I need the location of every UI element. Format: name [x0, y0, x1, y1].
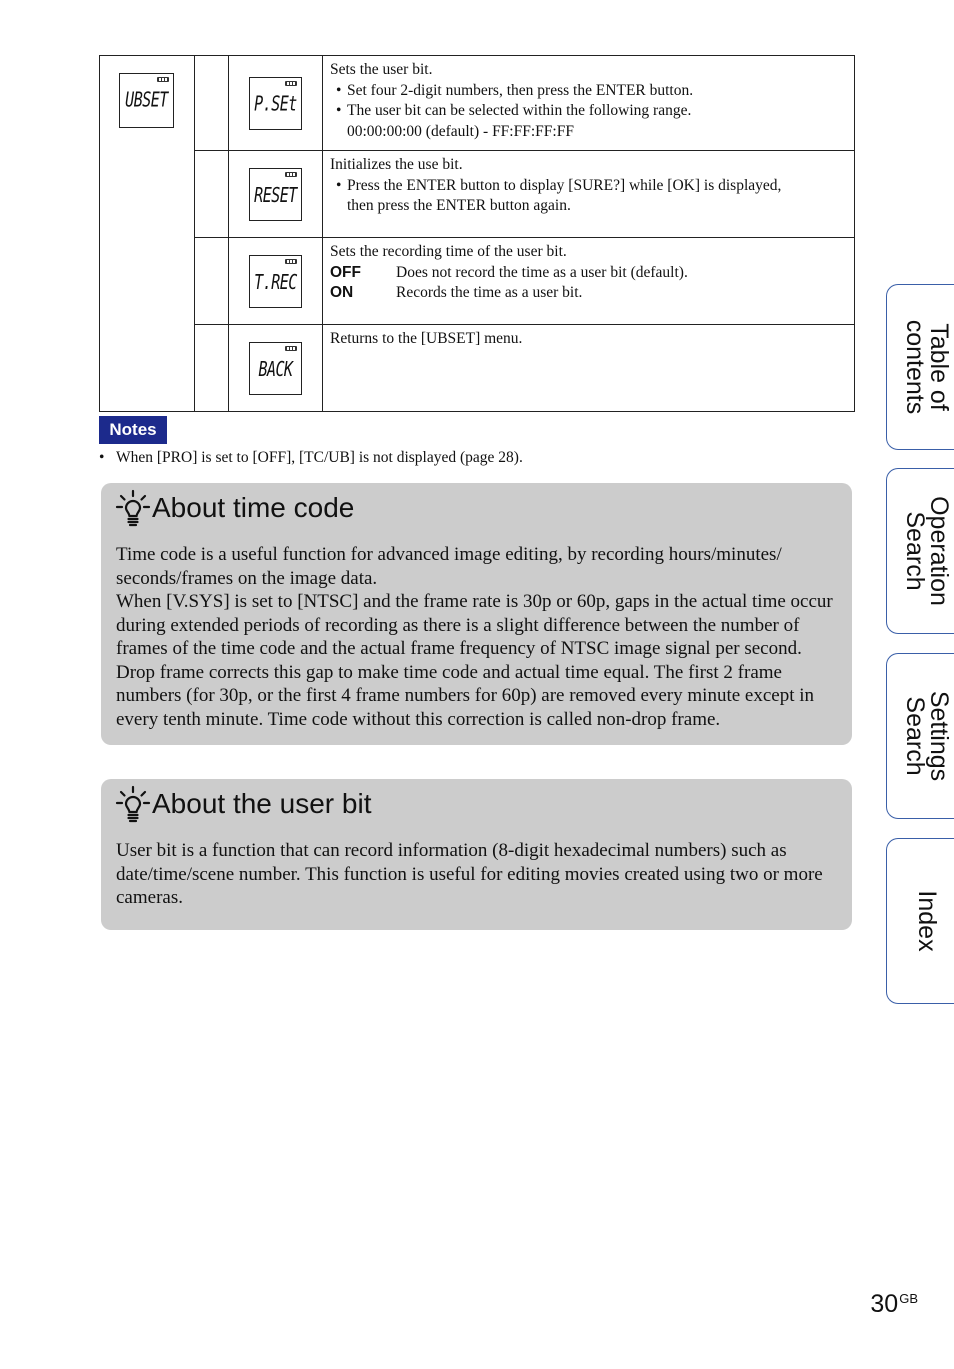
- settings-table: [99, 55, 855, 412]
- spacer-cell: [195, 151, 229, 238]
- lcd-display-pset: [249, 77, 302, 130]
- tip-header: [115, 489, 354, 527]
- continuation-text: then press the ENTER button again.: [347, 197, 571, 215]
- lcd-display-ubset: [119, 73, 174, 128]
- bullet-item: • Set four 2-digit numbers, then press the ENTER button.: [336, 81, 694, 99]
- lcd-text: RESET: [254, 182, 297, 207]
- battery-icon: [157, 77, 169, 82]
- lcd-text: T.REC: [254, 269, 297, 294]
- lcd-text: P.SEt: [254, 91, 297, 116]
- tab-label: Settings Search: [900, 690, 953, 782]
- notes-badge: Notes: [99, 416, 167, 444]
- tip-box-user-bit: [101, 779, 852, 930]
- option-off: [330, 263, 846, 284]
- lcd-display-back: [249, 342, 302, 395]
- tip-title: About time code: [152, 492, 355, 523]
- display-cell: [229, 56, 323, 151]
- table-row: [100, 151, 855, 238]
- display-cell: [229, 151, 323, 238]
- table-row: [100, 56, 855, 151]
- battery-icon: [285, 259, 297, 264]
- table-row: [100, 325, 855, 412]
- spacer-cell: [195, 56, 229, 151]
- table-row: [100, 238, 855, 325]
- tip-body: Time code is a useful function for advanced image editing, by recording hours/minutes/ seconds/frames on the image data. When [V.SYS] is set to [NTSC] and the frame rate is 30p or 60p, gaps in the actual time occur during extended periods of recording as there is a slight difference between the number of frames of the time code and the actual frame frequency of NTSC image signal per second. Drop frame corrects this gap to make time code and actual time equal. The first 2 frame numbers (for 30p, or the first 4 frame numbers for 60p) are removed every minute except in every tenth minute. Time code without this correction is called non-drop frame.: [116, 544, 833, 730]
- tip-header: [115, 785, 371, 823]
- page-suffix: GB: [899, 1291, 918, 1306]
- lcd-display-reset: [249, 168, 302, 221]
- lcd-display-trec: [249, 255, 302, 308]
- display-cell: [229, 325, 323, 412]
- description-cell: [323, 325, 855, 412]
- row-title: Sets the user bit.: [330, 61, 433, 78]
- spacer-cell: [195, 238, 229, 325]
- page-number: $30^{GB}$: [870, 1290, 918, 1318]
- bullet-item: • Press the ENTER button to display [SURE?] while [OK] is displayed,: [336, 176, 782, 194]
- note-item: • When [PRO] is set to [OFF], [TC/UB] is not displayed (page 28).: [99, 449, 523, 466]
- battery-icon: [285, 346, 297, 351]
- option-key: OFF: [330, 263, 361, 281]
- tab-label: Operation Search: [900, 496, 953, 606]
- tab-operation-search[interactable]: [886, 468, 954, 634]
- parent-display-cell: [100, 56, 195, 412]
- row-title: Returns to the [UBSET] menu.: [330, 330, 523, 347]
- lcd-text: BACK: [258, 356, 293, 381]
- tip-box-time-code: [101, 483, 852, 745]
- display-cell: [229, 238, 323, 325]
- option-on: [330, 283, 846, 304]
- tip-title: About the user bit: [152, 788, 372, 819]
- tab-label: Table of contents: [900, 319, 953, 415]
- battery-icon: [285, 81, 297, 86]
- tab-index[interactable]: [886, 838, 954, 1004]
- lightbulb-icon: [115, 489, 151, 527]
- range-text: 00:00:00:00 (default) - FF:FF:FF:FF: [347, 123, 574, 141]
- row-title: Sets the recording time of the user bit.: [330, 243, 567, 260]
- description-cell: [323, 151, 855, 238]
- option-desc: Records the time as a user bit.: [396, 284, 583, 302]
- spacer-cell: [195, 325, 229, 412]
- lcd-text: UBSET: [125, 87, 168, 113]
- option-key: ON: [330, 284, 354, 302]
- description-cell: [323, 238, 855, 325]
- battery-icon: [285, 172, 297, 177]
- bullet-item: • The user bit can be selected within the following range.: [336, 102, 692, 120]
- tab-label: Index: [912, 890, 941, 952]
- description-cell: [323, 56, 855, 151]
- tab-settings-search[interactable]: [886, 653, 954, 819]
- option-desc: Does not record the time as a user bit (default).: [396, 263, 688, 281]
- tab-table-of-contents[interactable]: [886, 284, 954, 450]
- lightbulb-icon: [115, 785, 151, 823]
- tip-body: User bit is a function that can record information (8-digit hexadecimal numbers) such as date/time/scene number. This function is useful for editing movies created using two or more cameras.: [116, 840, 823, 908]
- row-title: Initializes the use bit.: [330, 156, 463, 173]
